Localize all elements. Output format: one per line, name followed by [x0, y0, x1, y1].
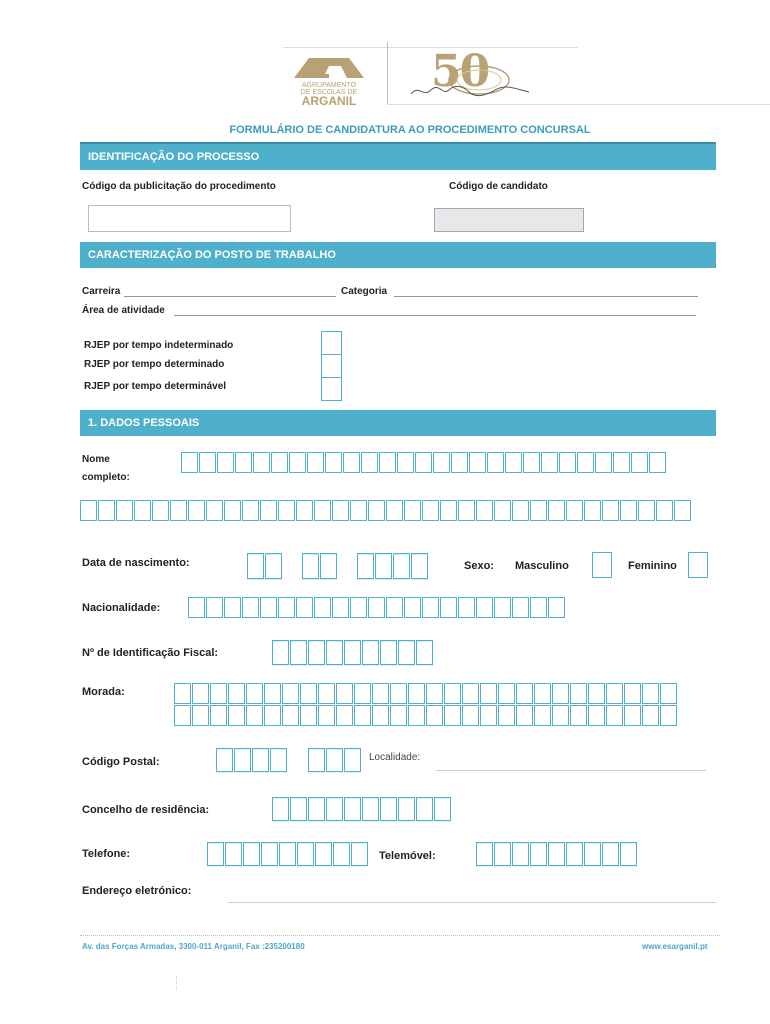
character-cell[interactable]: [660, 683, 677, 704]
character-cell[interactable]: [307, 452, 324, 473]
character-cell[interactable]: [234, 748, 251, 772]
publication-code-field[interactable]: [88, 205, 291, 232]
character-cell[interactable]: [362, 640, 379, 665]
character-cell[interactable]: [602, 842, 619, 866]
logo-text-1: AGRUPAMENTO: [301, 82, 357, 89]
character-cell[interactable]: [577, 452, 594, 473]
character-cell[interactable]: [315, 842, 332, 866]
character-cell[interactable]: [282, 683, 299, 704]
character-cell[interactable]: [534, 683, 551, 704]
character-cell[interactable]: [440, 597, 457, 618]
logo-text-2: DE ESCOLAS DE: [300, 89, 358, 96]
character-cell[interactable]: [390, 683, 407, 704]
character-cell[interactable]: [279, 842, 296, 866]
header-logos: [283, 42, 770, 106]
character-cell[interactable]: [380, 797, 397, 821]
character-cell[interactable]: [620, 500, 637, 521]
character-cell[interactable]: [512, 842, 529, 866]
character-cell[interactable]: [246, 683, 263, 704]
nif-label: Nº de Identificação Fiscal:: [82, 647, 219, 659]
character-cell[interactable]: [548, 597, 565, 618]
character-cell[interactable]: [332, 500, 349, 521]
character-cell[interactable]: [534, 705, 551, 726]
character-cell[interactable]: [398, 797, 415, 821]
character-cell[interactable]: [416, 797, 433, 821]
categoria-field[interactable]: [394, 296, 698, 297]
character-cell[interactable]: [566, 842, 583, 866]
character-cell[interactable]: [570, 705, 587, 726]
character-cell[interactable]: [300, 705, 317, 726]
character-cell[interactable]: [674, 500, 691, 521]
character-cell[interactable]: [228, 705, 245, 726]
character-cell[interactable]: [398, 640, 415, 665]
character-cell[interactable]: [247, 553, 264, 579]
character-cell[interactable]: [326, 640, 343, 665]
character-cell[interactable]: [559, 452, 576, 473]
character-cell[interactable]: [408, 683, 425, 704]
postal-label: Código Postal:: [82, 756, 160, 768]
character-cell[interactable]: [252, 748, 269, 772]
character-cell[interactable]: [188, 500, 205, 521]
header-bottom-rule: [387, 104, 770, 105]
character-cell[interactable]: [624, 683, 641, 704]
sexo-label: Sexo:: [464, 560, 494, 572]
logo-text-3: ARGANIL: [301, 94, 357, 108]
character-cell[interactable]: [494, 597, 511, 618]
character-cell[interactable]: [308, 748, 325, 772]
option-determinado-checkbox[interactable]: [321, 354, 342, 378]
character-cell[interactable]: [210, 683, 227, 704]
character-cell[interactable]: [444, 683, 461, 704]
character-cell[interactable]: [282, 705, 299, 726]
character-cell[interactable]: [235, 452, 252, 473]
nif-cells[interactable]: [272, 640, 434, 665]
character-cell[interactable]: [584, 500, 601, 521]
character-cell[interactable]: [386, 500, 403, 521]
character-cell[interactable]: [476, 500, 493, 521]
character-cell[interactable]: [649, 452, 666, 473]
character-cell[interactable]: [606, 705, 623, 726]
option-determinado-label: RJEP por tempo determinado: [84, 359, 225, 370]
signature-icon: [409, 82, 539, 100]
telefone-label: Telefone:: [82, 848, 131, 860]
character-cell[interactable]: [440, 500, 457, 521]
character-cell[interactable]: [476, 597, 493, 618]
character-cell[interactable]: [278, 597, 295, 618]
character-cell[interactable]: [134, 500, 151, 521]
character-cell[interactable]: [620, 842, 637, 866]
character-cell[interactable]: [416, 640, 433, 665]
character-cell[interactable]: [224, 597, 241, 618]
footer-address: Av. das Forças Armadas, 3300-011 Arganil, Fax :235200180: [82, 942, 305, 951]
character-cell[interactable]: [192, 705, 209, 726]
morada-row-2[interactable]: [174, 705, 678, 726]
section-post-header: [80, 242, 716, 268]
area-field[interactable]: [174, 315, 696, 316]
nome-label-2: completo:: [82, 472, 130, 483]
character-cell[interactable]: [444, 705, 461, 726]
character-cell[interactable]: [462, 683, 479, 704]
character-cell[interactable]: [206, 597, 223, 618]
birth-year[interactable]: [357, 553, 429, 579]
character-cell[interactable]: [314, 500, 331, 521]
candidate-code-field[interactable]: [434, 208, 584, 232]
character-cell[interactable]: [624, 705, 641, 726]
carreira-field[interactable]: [124, 296, 336, 297]
character-cell[interactable]: [308, 797, 325, 821]
character-cell[interactable]: [344, 640, 361, 665]
character-cell[interactable]: [272, 797, 289, 821]
character-cell[interactable]: [404, 500, 421, 521]
character-cell[interactable]: [512, 500, 529, 521]
character-cell[interactable]: [181, 452, 198, 473]
character-cell[interactable]: [326, 797, 343, 821]
character-cell[interactable]: [351, 842, 368, 866]
email-field[interactable]: [228, 902, 716, 903]
character-cell[interactable]: [116, 500, 133, 521]
character-cell[interactable]: [380, 640, 397, 665]
character-cell[interactable]: [210, 705, 227, 726]
section-personal-header: [80, 410, 716, 436]
character-cell[interactable]: [642, 705, 659, 726]
character-cell[interactable]: [174, 705, 191, 726]
character-cell[interactable]: [480, 705, 497, 726]
character-cell[interactable]: [302, 553, 319, 579]
categoria-label: Categoria: [341, 286, 388, 297]
character-cell[interactable]: [379, 452, 396, 473]
character-cell[interactable]: [660, 705, 677, 726]
character-cell[interactable]: [326, 748, 343, 772]
feminino-label: Feminino: [628, 560, 677, 572]
character-cell[interactable]: [552, 705, 569, 726]
masculino-label: Masculino: [515, 560, 569, 572]
character-cell[interactable]: [548, 500, 565, 521]
character-cell[interactable]: [289, 452, 306, 473]
character-cell[interactable]: [350, 597, 367, 618]
character-cell[interactable]: [408, 705, 425, 726]
character-cell[interactable]: [386, 597, 403, 618]
character-cell[interactable]: [433, 452, 450, 473]
birth-label: Data de nascimento:: [82, 557, 190, 569]
character-cell[interactable]: [656, 500, 673, 521]
character-cell[interactable]: [354, 683, 371, 704]
character-cell[interactable]: [272, 640, 289, 665]
nome-row-1[interactable]: [181, 452, 667, 473]
character-cell[interactable]: [426, 705, 443, 726]
character-cell[interactable]: [260, 597, 277, 618]
footer-website[interactable]: www.esarganil.pt: [642, 942, 708, 951]
character-cell[interactable]: [242, 500, 259, 521]
telefone-cells[interactable]: [207, 842, 369, 866]
character-cell[interactable]: [243, 842, 260, 866]
postal-code-1[interactable]: [216, 748, 288, 772]
area-label: Área de atividade: [82, 305, 165, 316]
section-personal-title: 1. DADOS PESSOAIS: [88, 417, 200, 429]
character-cell[interactable]: [566, 500, 583, 521]
character-cell[interactable]: [390, 705, 407, 726]
section-post-title: CARACTERIZAÇÃO DO POSTO DE TRABALHO: [88, 249, 336, 261]
concelho-cells[interactable]: [272, 797, 452, 821]
character-cell[interactable]: [451, 452, 468, 473]
character-cell[interactable]: [343, 452, 360, 473]
character-cell[interactable]: [308, 640, 325, 665]
character-cell[interactable]: [225, 842, 242, 866]
character-cell[interactable]: [512, 597, 529, 618]
character-cell[interactable]: [548, 842, 565, 866]
telemovel-cells[interactable]: [476, 842, 638, 866]
character-cell[interactable]: [372, 705, 389, 726]
character-cell[interactable]: [631, 452, 648, 473]
postal-code-2[interactable]: [308, 748, 362, 772]
carreira-label: Carreira: [82, 286, 121, 297]
character-cell[interactable]: [498, 705, 515, 726]
character-cell[interactable]: [199, 452, 216, 473]
nome-label-1: Nome: [82, 454, 110, 465]
character-cell[interactable]: [80, 500, 97, 521]
character-cell[interactable]: [188, 597, 205, 618]
character-cell[interactable]: [570, 683, 587, 704]
character-cell[interactable]: [98, 500, 115, 521]
character-cell[interactable]: [368, 597, 385, 618]
character-cell[interactable]: [206, 500, 223, 521]
character-cell[interactable]: [361, 452, 378, 473]
publication-code-label: Código da publicitação do procedimento: [82, 181, 276, 192]
character-cell[interactable]: [415, 452, 432, 473]
character-cell[interactable]: [296, 597, 313, 618]
section-process-header: [80, 142, 716, 170]
character-cell[interactable]: [368, 500, 385, 521]
character-cell[interactable]: [318, 683, 335, 704]
character-cell[interactable]: [246, 705, 263, 726]
concelho-label: Concelho de residência:: [82, 804, 210, 816]
character-cell[interactable]: [217, 452, 234, 473]
character-cell[interactable]: [588, 683, 605, 704]
footer-rule: [80, 935, 720, 936]
option-determinavel-label: RJEP por tempo determinável: [84, 381, 227, 392]
character-cell[interactable]: [290, 640, 307, 665]
nome-row-2[interactable]: [80, 500, 692, 521]
character-cell[interactable]: [336, 705, 353, 726]
localidade-field[interactable]: [436, 770, 706, 771]
character-cell[interactable]: [552, 683, 569, 704]
character-cell[interactable]: [638, 500, 655, 521]
character-cell[interactable]: [404, 597, 421, 618]
character-cell[interactable]: [505, 452, 522, 473]
character-cell[interactable]: [228, 683, 245, 704]
character-cell[interactable]: [487, 452, 504, 473]
character-cell[interactable]: [260, 500, 277, 521]
morada-label: Morada:: [82, 686, 125, 698]
option-determinavel-checkbox[interactable]: [321, 377, 342, 401]
character-cell[interactable]: [170, 500, 187, 521]
character-cell[interactable]: [314, 597, 331, 618]
character-cell[interactable]: [584, 842, 601, 866]
telemovel-label: Telemóvel:: [379, 850, 436, 862]
character-cell[interactable]: [224, 500, 241, 521]
character-cell[interactable]: [362, 797, 379, 821]
character-cell[interactable]: [207, 842, 224, 866]
character-cell[interactable]: [192, 683, 209, 704]
option-indeterminado-checkbox[interactable]: [321, 331, 342, 355]
character-cell[interactable]: [271, 452, 288, 473]
character-cell[interactable]: [344, 748, 361, 772]
character-cell[interactable]: [253, 452, 270, 473]
birth-day[interactable]: [247, 553, 283, 579]
header-divider: [387, 42, 388, 104]
character-cell[interactable]: [336, 683, 353, 704]
character-cell[interactable]: [332, 597, 349, 618]
character-cell[interactable]: [530, 842, 547, 866]
character-cell[interactable]: [174, 683, 191, 704]
character-cell[interactable]: [270, 748, 287, 772]
form-title: FORMULÁRIO DE CANDIDATURA AO PROCEDIMENTO CONCURSAL: [229, 124, 591, 136]
character-cell[interactable]: [290, 797, 307, 821]
feminino-checkbox[interactable]: [688, 552, 708, 578]
school-logo-icon: [289, 54, 369, 82]
character-cell[interactable]: [320, 553, 337, 579]
character-cell[interactable]: [530, 597, 547, 618]
character-cell[interactable]: [297, 842, 314, 866]
character-cell[interactable]: [498, 683, 515, 704]
localidade-label: Localidade:: [369, 752, 421, 763]
character-cell[interactable]: [333, 842, 350, 866]
email-label: Endereço eletrónico:: [82, 885, 192, 897]
character-cell[interactable]: [523, 452, 540, 473]
character-cell[interactable]: [458, 597, 475, 618]
character-cell[interactable]: [541, 452, 558, 473]
candidate-code-label: Código de candidato: [449, 181, 548, 192]
character-cell[interactable]: [595, 452, 612, 473]
character-cell[interactable]: [357, 553, 374, 579]
character-cell[interactable]: [422, 500, 439, 521]
character-cell[interactable]: [462, 705, 479, 726]
character-cell[interactable]: [152, 500, 169, 521]
character-cell[interactable]: [476, 842, 493, 866]
character-cell[interactable]: [300, 683, 317, 704]
character-cell[interactable]: [516, 683, 533, 704]
nacionalidade-cells[interactable]: [188, 597, 566, 618]
character-cell[interactable]: [278, 500, 295, 521]
character-cell[interactable]: [613, 452, 630, 473]
character-cell[interactable]: [426, 683, 443, 704]
character-cell[interactable]: [350, 500, 367, 521]
character-cell[interactable]: [530, 500, 547, 521]
character-cell[interactable]: [434, 797, 451, 821]
character-cell[interactable]: [261, 842, 278, 866]
character-cell[interactable]: [469, 452, 486, 473]
character-cell[interactable]: [265, 553, 282, 579]
character-cell[interactable]: [372, 683, 389, 704]
character-cell[interactable]: [602, 500, 619, 521]
character-cell[interactable]: [642, 683, 659, 704]
morada-row-1[interactable]: [174, 683, 678, 704]
page-mark: [176, 976, 178, 990]
character-cell[interactable]: [264, 683, 281, 704]
character-cell[interactable]: [375, 553, 392, 579]
character-cell[interactable]: [264, 705, 281, 726]
character-cell[interactable]: [354, 705, 371, 726]
character-cell[interactable]: [325, 452, 342, 473]
section-process-title: IDENTIFICAÇÃO DO PROCESSO: [88, 151, 260, 163]
character-cell[interactable]: [422, 597, 439, 618]
character-cell[interactable]: [296, 500, 313, 521]
character-cell[interactable]: [494, 500, 511, 521]
character-cell[interactable]: [588, 705, 605, 726]
birth-month[interactable]: [302, 553, 338, 579]
character-cell[interactable]: [411, 553, 428, 579]
character-cell[interactable]: [242, 597, 259, 618]
character-cell[interactable]: [494, 842, 511, 866]
character-cell[interactable]: [318, 705, 335, 726]
character-cell[interactable]: [458, 500, 475, 521]
character-cell[interactable]: [344, 797, 361, 821]
character-cell[interactable]: [516, 705, 533, 726]
character-cell[interactable]: [480, 683, 497, 704]
character-cell[interactable]: [216, 748, 233, 772]
nacionalidade-label: Nacionalidade:: [82, 602, 161, 614]
character-cell[interactable]: [606, 683, 623, 704]
character-cell[interactable]: [397, 452, 414, 473]
anniversary-number: 50: [431, 46, 489, 97]
masculino-checkbox[interactable]: [592, 552, 612, 578]
character-cell[interactable]: [393, 553, 410, 579]
option-indeterminado-label: RJEP por tempo indeterminado: [84, 340, 234, 351]
